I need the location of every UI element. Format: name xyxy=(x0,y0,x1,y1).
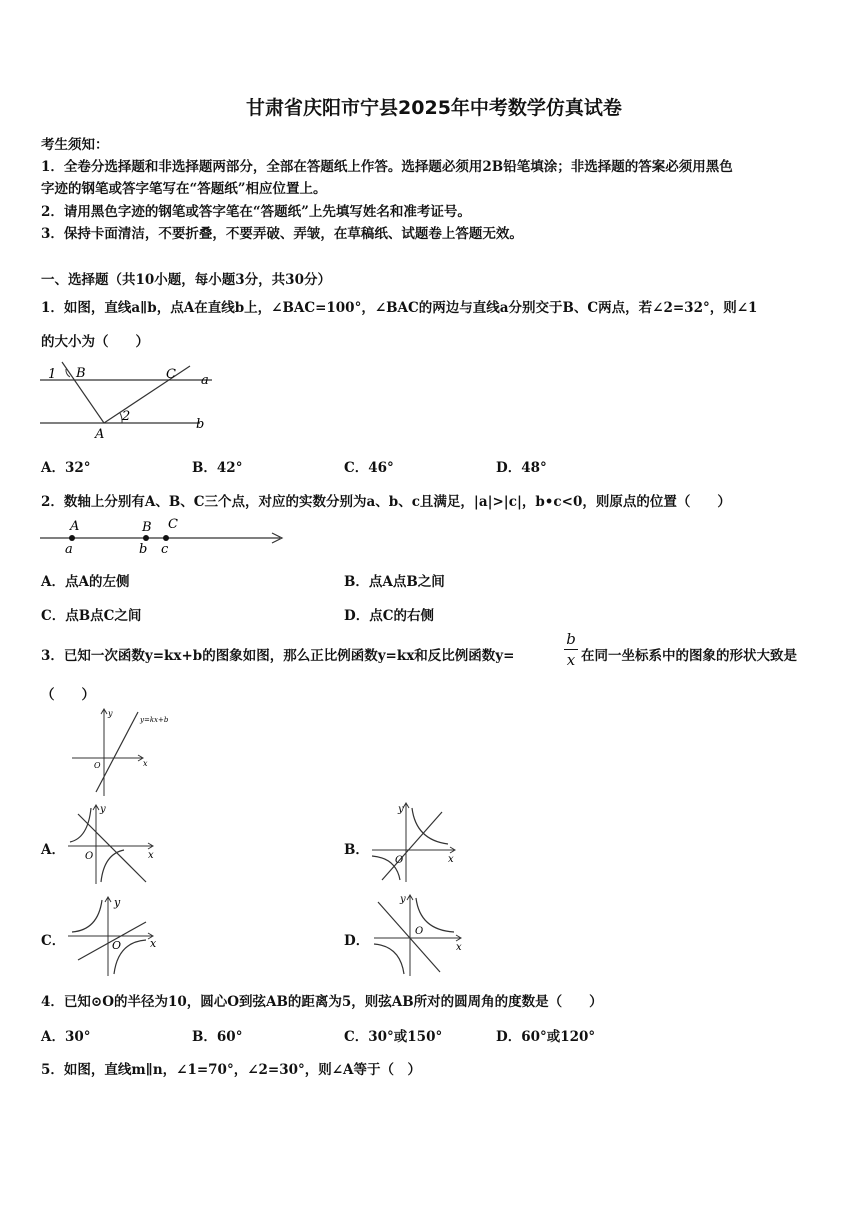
question-4-option-a[interactable]: A．30° xyxy=(41,1029,91,1045)
fig-label-line-a: a xyxy=(201,373,209,388)
question-2-option-a[interactable]: A．点A的左侧 xyxy=(41,574,130,590)
axis-x-label: x xyxy=(456,942,462,953)
question-2-number-line xyxy=(40,514,288,558)
value-a-label: a xyxy=(65,542,73,557)
question-2-option-c[interactable]: C．点B点C之间 xyxy=(41,608,142,624)
origin-label: O xyxy=(415,926,424,937)
fig-label-a-point: A xyxy=(95,427,105,442)
question-3-given-graph xyxy=(66,706,176,798)
question-3-stem: 3．已知一次函数y=kx+b的图象如图，那么正比例函数y=kx和反比例函数y= xyxy=(41,648,515,664)
fraction-b-over-x xyxy=(564,630,578,669)
question-1-option-d[interactable]: D．48° xyxy=(496,460,547,476)
question-4-option-b[interactable]: B．60° xyxy=(192,1029,243,1045)
question-1-stem-cont: 的大小为（ ） xyxy=(41,334,149,350)
function-label: y=kx+b xyxy=(140,716,169,724)
origin-label: O xyxy=(112,939,122,952)
fraction-numerator: b xyxy=(566,630,576,648)
axis-y-label: y xyxy=(400,894,406,905)
question-3-stem-cont: 在同一坐标系中的图象的形状大致是 xyxy=(581,648,797,664)
question-3-paren: （ ） xyxy=(41,687,95,703)
point-b-label: B xyxy=(142,520,152,535)
origin-label: O xyxy=(85,851,94,862)
question-4-option-d[interactable]: D．60°或120° xyxy=(496,1029,596,1045)
fig-label-b-point: B xyxy=(76,366,86,381)
page-title: 甘肃省庆阳市宁县2025年中考数学仿真试卷 xyxy=(246,97,622,119)
question-1-option-c[interactable]: C．46° xyxy=(344,460,394,476)
axis-x-label: x xyxy=(143,759,148,768)
question-3-option-b[interactable]: B． xyxy=(344,842,369,858)
origin-label: O xyxy=(94,761,101,770)
notice-item: 字迹的钢笔或答字笔写在“答题纸”相应位置上。 xyxy=(41,181,327,197)
question-2-option-d[interactable]: D．点C的右侧 xyxy=(344,608,434,624)
fraction-denominator: x xyxy=(566,651,576,669)
question-4-option-c[interactable]: C．30°或150° xyxy=(344,1029,443,1045)
fig-label-2: 2 xyxy=(122,409,131,424)
point-a-label: A xyxy=(70,519,80,534)
question-3-option-d-graph[interactable] xyxy=(370,892,464,978)
question-1-figure xyxy=(40,360,220,442)
question-1-option-b[interactable]: B．42° xyxy=(192,460,243,476)
question-3-option-c-graph[interactable] xyxy=(66,892,160,978)
question-3-option-a[interactable]: A． xyxy=(41,842,65,858)
question-2-option-b[interactable]: B．点A点B之间 xyxy=(344,574,445,590)
axis-y-label: y xyxy=(108,709,113,718)
notice-heading: 考生须知： xyxy=(41,137,109,153)
question-4-stem: 4．已知⊙O的半径为10，圆心O到弦AB的距离为5，则弦AB所对的圆周角的度数是（ ） xyxy=(41,994,603,1010)
value-b-label: b xyxy=(139,542,148,557)
question-3-option-b-graph[interactable] xyxy=(368,800,462,884)
notice-item: 1．全卷分选择题和非选择题两部分，全部在答题纸上作答。选择题必须用2B铅笔填涂；非选择题的答案必须用黑色 xyxy=(41,159,733,175)
fig-label-line-b: b xyxy=(196,417,205,432)
question-1-stem: 1．如图，直线a∥b，点A在直线b上，∠BAC=100°，∠BAC的两边与直线a分别交于B、C两点，若∠2=32°，则∠1 xyxy=(41,300,758,316)
axis-x-label: x xyxy=(448,854,454,865)
question-3-option-c[interactable]: C． xyxy=(41,933,66,949)
question-5-stem: 5．如图，直线m∥n，∠1=70°，∠2=30°，则∠A等于（ ） xyxy=(41,1062,422,1078)
section-heading: 一、选择题（共10小题，每小题3分，共30分） xyxy=(41,272,331,288)
fig-label-1: 1 xyxy=(48,367,57,382)
question-3-option-d[interactable]: D． xyxy=(344,933,370,949)
axis-y-label: y xyxy=(114,896,121,909)
axis-y-label: y xyxy=(398,804,404,815)
axis-x-label: x xyxy=(150,937,157,950)
origin-label: O xyxy=(395,855,404,866)
question-1-option-a[interactable]: A．32° xyxy=(41,460,91,476)
fig-label-c-point: C xyxy=(166,367,176,382)
point-c-label: C xyxy=(168,517,178,532)
notice-item: 3．保持卡面清洁，不要折叠，不要弄破、弄皱，在草稿纸、试题卷上答题无效。 xyxy=(41,226,523,242)
question-2-stem: 2．数轴上分别有A、B、C三个点，对应的实数分别为a、b、c且满足，|a|>|c|，b•c<0，则原点的位置（ ） xyxy=(41,494,731,510)
axis-x-label: x xyxy=(148,850,154,861)
question-3-option-a-graph[interactable] xyxy=(64,802,158,886)
value-c-label: c xyxy=(161,542,169,557)
axis-y-label: y xyxy=(100,804,106,815)
notice-item: 2．请用黑色字迹的钢笔或答字笔在“答题纸”上先填写姓名和准考证号。 xyxy=(41,204,471,220)
